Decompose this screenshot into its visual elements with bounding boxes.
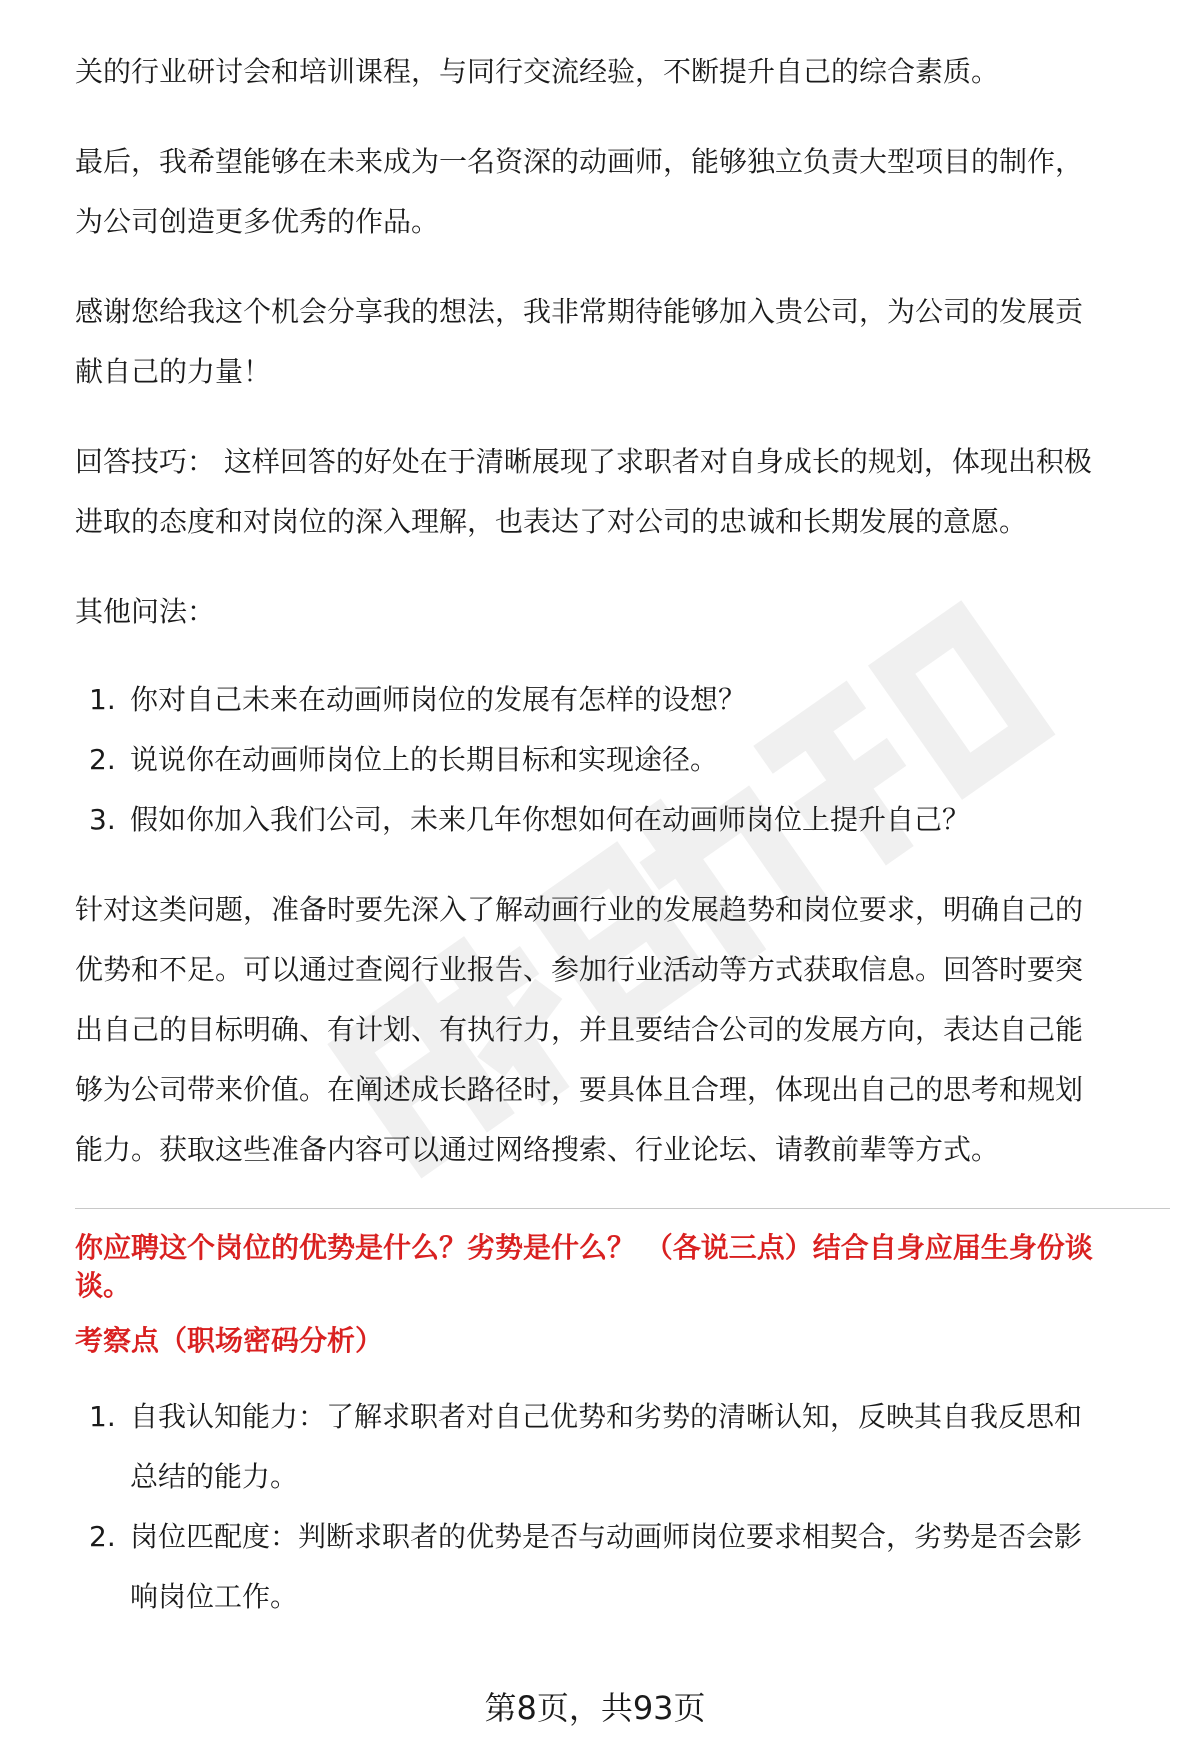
list-number: 2. bbox=[89, 1520, 116, 1553]
assessment-points-heading: 考察点（职场密码分析） bbox=[75, 1324, 384, 1357]
list-item bbox=[75, 790, 1170, 850]
paragraph-future-goal-line1: 最后，我希望能够在未来成为一名资深的动画师，能够独立负责大型项目的制作， bbox=[75, 145, 1084, 178]
list-item-text-line1: 岗位匹配度：判断求职者的优势是否与动画师岗位要求相契合，劣势是否会影 bbox=[130, 1520, 1083, 1553]
list-number: 2. bbox=[89, 743, 116, 776]
assessment-points-list bbox=[75, 1387, 1170, 1627]
question-title-line2: 谈。 bbox=[75, 1269, 132, 1302]
list-item-text: 假如你加入我们公司，未来几年你想如何在动画师岗位上提升自己？ bbox=[130, 803, 971, 836]
list-number: 1. bbox=[89, 1400, 116, 1433]
list-item-text: 你对自己未来在动画师岗位的发展有怎样的设想？ bbox=[130, 683, 747, 716]
list-number: 1. bbox=[89, 683, 116, 716]
list-item bbox=[75, 1507, 1170, 1627]
list-item-text-line2: 响岗位工作。 bbox=[130, 1580, 299, 1613]
list-number: 3. bbox=[89, 803, 116, 836]
list-item bbox=[75, 670, 1170, 730]
list-item-text: 说说你在动画师岗位上的长期目标和实现途径。 bbox=[130, 743, 719, 776]
page-number-footer: 第8页，共93页 bbox=[484, 1689, 706, 1727]
advice-line: 够为公司带来价值。在阐述成长路径时，要具体且合理，体现出自己的思考和规划 bbox=[75, 1073, 1084, 1106]
paragraph-answer-tips-line2: 进取的态度和对岗位的深入理解，也表达了对公司的忠诚和长期发展的意愿。 bbox=[75, 505, 1028, 538]
question-title-line1: 你应聘这个岗位的优势是什么？劣势是什么？ （各说三点）结合自身应届生身份谈 bbox=[75, 1231, 1093, 1264]
paragraph-future-goal-line2: 为公司创造更多优秀的作品。 bbox=[75, 205, 440, 238]
advice-line: 能力。获取这些准备内容可以通过网络搜索、行业论坛、请教前辈等方式。 bbox=[75, 1133, 1000, 1166]
list-item-text-line2: 总结的能力。 bbox=[130, 1460, 299, 1493]
paragraph-answer-tips-line1: 回答技巧： 这样回答的好处在于清晰展现了求职者对自身成长的规划，体现出积极 bbox=[75, 445, 1092, 478]
main-content bbox=[75, 42, 1170, 1627]
other-questions-list bbox=[75, 670, 1170, 850]
advice-line: 优势和不足。可以通过查阅行业报告、参加行业活动等方式获取信息。回答时要突 bbox=[75, 953, 1084, 986]
list-item-text-line1: 自我认知能力：了解求职者对自己优势和劣势的清晰认知，反映其自我反思和 bbox=[130, 1400, 1083, 1433]
other-questions-heading: 其他问法： bbox=[75, 595, 216, 628]
advice-line: 出自己的目标明确、有计划、有执行力，并且要结合公司的发展方向，表达自己能 bbox=[75, 1013, 1084, 1046]
list-item bbox=[75, 730, 1170, 790]
list-item bbox=[75, 1387, 1170, 1507]
paragraph-thanks-line2: 献自己的力量！ bbox=[75, 355, 272, 388]
advice-line: 针对这类问题，准备时要先深入了解动画行业的发展趋势和岗位要求，明确自己的 bbox=[75, 893, 1084, 926]
paragraph-thanks-line1: 感谢您给我这个机会分享我的想法，我非常期待能够加入贵公司，为公司的发展贡 bbox=[75, 295, 1084, 328]
paragraph-training: 关的行业研讨会和培训课程，与同行交流经验，不断提升自己的综合素质。 bbox=[75, 55, 1000, 88]
